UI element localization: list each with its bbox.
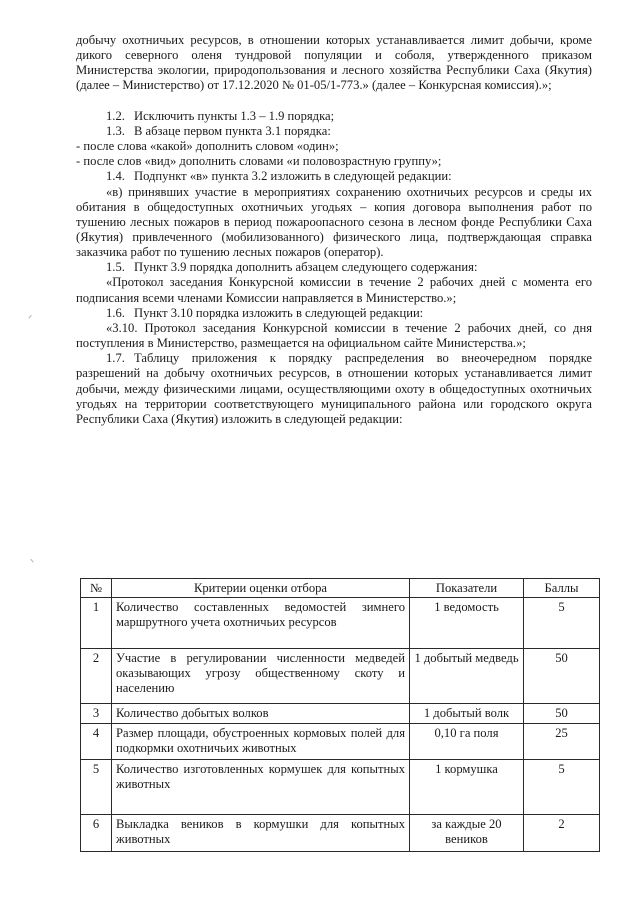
quoted-paragraph: «3.10. Протокол заседания Конкурсной комиссии в течение 2 рабочих дней, со дня поступления в Министерство, размещается на официальном сайте Министерства.»;: [76, 320, 592, 351]
cell-criterion: Выкладка веников в кормушки для копытных животных: [112, 815, 410, 852]
table-row: [81, 598, 600, 649]
cell-points: 2: [524, 815, 600, 852]
point-1-5: [76, 260, 592, 275]
point-text: Таблицу приложения к порядку распределения во внеочередном порядке разрешений на добычу охотничьих ресурсов, в отношении которых устанавливается лимит добычи, между физическими лицами, осуществляющими охоту в общедоступных охотничьих угодьях на территории соответствующего муниципального района или городского округа Республики Саха (Якутия) изложить в следующей редакции:: [76, 351, 592, 426]
cell-number: 2: [81, 649, 112, 704]
cell-indicator: 1 добытый волк: [410, 704, 524, 724]
point-text: Пункт 3.9 порядка дополнить абзацем следующего содержания:: [134, 260, 478, 275]
cell-criterion: Участие в регулировании численности медведей оказывающих угрозу общественному скоту и населению: [112, 649, 410, 704]
cell-criterion: Размер площади, обустроенных кормовых полей для подкормки охотничьих животных: [112, 724, 410, 760]
point-1-2: [76, 109, 592, 124]
cell-indicator: за каждые 20 веников: [410, 815, 524, 852]
header-points: Баллы: [524, 579, 600, 598]
quoted-paragraph: «в) принявших участие в мероприятиях сохранению охотничьих ресурсов и среды их обитания в общедоступных охотничьих угодьях – копия договора выполнения работ по тушению лесных пожаров в период пожароопасного сезона в лесном фонде Республики Саха (Якутия) привлеченного (мобилизованного) физического лица, подтверждающая справка заказчика работ по тушению лесных пожаров (оператор).: [76, 184, 592, 260]
table-row: [81, 724, 600, 760]
point-number: 1.4.: [106, 169, 125, 184]
table-row: [81, 649, 600, 704]
cell-number: 3: [81, 704, 112, 724]
point-text: В абзаце первом пункта 3.1 порядка:: [134, 123, 331, 138]
list-item: - после слова «какой» дополнить словом «один»;: [76, 139, 339, 154]
scan-artifact-mark: ᐠ: [30, 558, 35, 569]
cell-criterion: Количество изготовленных кормушек для копытных животных: [112, 760, 410, 815]
cell-criterion: Количество составленных ведомостей зимнего маршрутного учета охотничьих ресурсов: [112, 598, 410, 649]
cell-points: 25: [524, 724, 600, 760]
criteria-table: [80, 578, 600, 852]
cell-number: 4: [81, 724, 112, 760]
point-text: Пункт 3.10 порядка изложить в следующей редакции:: [134, 305, 424, 320]
cell-points: 50: [524, 704, 600, 724]
table-row: [81, 704, 600, 724]
header-indicator: Показатели: [410, 579, 524, 598]
cell-points: 5: [524, 760, 600, 815]
point-text: Подпункт «в» пункта 3.2 изложить в следующей редакции:: [134, 169, 452, 184]
cell-indicator: 1 добытый медведь: [410, 649, 524, 704]
cell-number: 5: [81, 760, 112, 815]
cell-number: 1: [81, 598, 112, 649]
point-number: 1.5.: [106, 260, 125, 275]
cell-points: 5: [524, 598, 600, 649]
table-row: [81, 760, 600, 815]
header-number: №: [81, 579, 112, 598]
cell-points: 50: [524, 649, 600, 704]
header-criterion: Критерии оценки отбора: [112, 579, 410, 598]
point-number: 1.3.: [106, 123, 125, 138]
scan-artifact-mark: ᐟ: [28, 314, 33, 325]
list-item: - после слов «вид» дополнить словами «и половозрастную группу»;: [76, 154, 442, 169]
cell-number: 6: [81, 815, 112, 852]
point-1-6: [76, 306, 592, 321]
point-1-4: [76, 169, 592, 184]
cell-indicator: 1 ведомость: [410, 598, 524, 649]
point-number: 1.6.: [106, 305, 125, 320]
paragraph-continuation: добычу охотничьих ресурсов, в отношении которых устанавливается лимит добычи, кроме дикого северного оленя тундровой популяции и соболя, утвержденного приказом Министерства экологии, природопользования и лесного хозяйства Республики Саха (Якутия) (далее – Министерство) от 17.12.2020 № 01-05/1-773.» (далее – Конкурсная комиссия).»;: [76, 33, 592, 93]
point-1-7: [76, 351, 592, 427]
table-header-row: [81, 579, 600, 598]
point-text: Исключить пункты 1.3 – 1.9 порядка;: [134, 108, 335, 123]
cell-criterion: Количество добытых волков: [112, 704, 410, 724]
point-number: 1.2.: [106, 108, 125, 123]
point-number: 1.7.: [106, 351, 125, 366]
quoted-paragraph: «Протокол заседания Конкурсной комиссии в течение 2 рабочих дней с момента его подписания всеми членами Комиссии направляется в Министерство.»;: [76, 275, 592, 305]
cell-indicator: 1 кормушка: [410, 760, 524, 815]
point-1-3: [76, 124, 592, 139]
cell-indicator: 0,10 га поля: [410, 724, 524, 760]
table-row: [81, 815, 600, 852]
body-text: [76, 33, 592, 427]
